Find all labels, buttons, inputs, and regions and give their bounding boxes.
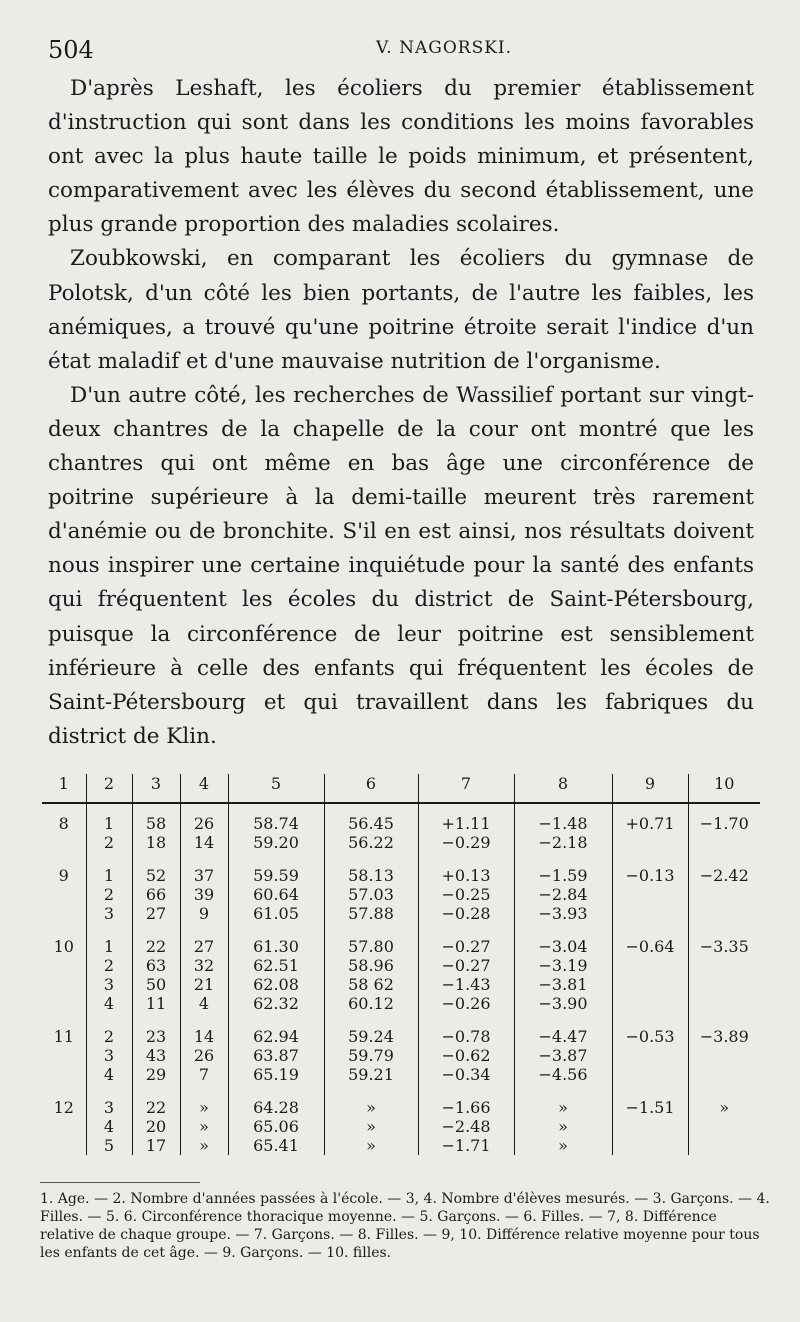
- table-value: 22: [145, 937, 167, 956]
- spacer-cell: [86, 1084, 132, 1098]
- girls-difference-cell: [514, 937, 612, 1013]
- table-value: −3.81: [538, 975, 588, 994]
- table-value: 60.64: [253, 885, 299, 904]
- table-value: 3: [103, 1098, 115, 1117]
- table-value: −4.56: [538, 1065, 588, 1084]
- table-value: 64.28: [253, 1098, 299, 1117]
- spacer-cell: [688, 852, 760, 866]
- table-body: [42, 803, 760, 1155]
- mean-girls-cell: −2.42: [688, 866, 760, 923]
- table-value: −0.27: [441, 937, 491, 956]
- table-row: [42, 937, 760, 1013]
- paragraph: Zoubkowski, en comparant les écoliers du gymnase de Polotsk, d'un côté les bien portants, de l'autre les faibles, les anémiques, a trouvé qu'une poitrine étroite serait l'indice d'un état maladif et d'une mauvaise nutrition de l'organisme.: [48, 246, 754, 374]
- girls-count-cell: [180, 1098, 228, 1155]
- table-row: [42, 803, 760, 852]
- girls-circumference-cell: [324, 866, 418, 923]
- girls-count-cell: [180, 866, 228, 923]
- table-value: »: [199, 1117, 209, 1136]
- table-value: 43: [145, 1046, 167, 1065]
- table-value: 37: [193, 866, 215, 885]
- mean-girls-cell: −1.70: [688, 803, 760, 852]
- table-value: 21: [193, 975, 215, 994]
- table-value: 2: [103, 1027, 115, 1046]
- spacer-cell: [132, 1084, 180, 1098]
- table-row: [42, 866, 760, 923]
- boys-circumference-cell: [228, 937, 324, 1013]
- boys-count-cell: [132, 803, 180, 852]
- table-value: 29: [145, 1065, 167, 1084]
- table-value: 9: [198, 904, 210, 923]
- table-value: 26: [193, 814, 215, 833]
- table-value: 11: [145, 994, 167, 1013]
- footnote-rule: [40, 1182, 200, 1183]
- boys-count-cell: [132, 1027, 180, 1084]
- years-cell: [86, 1098, 132, 1155]
- table-value: 62.51: [253, 956, 299, 975]
- table-spacer-row: [42, 1013, 760, 1027]
- statistics-table: [42, 774, 760, 1155]
- spacer-cell: [180, 1084, 228, 1098]
- spacer-cell: [42, 923, 86, 937]
- table-value: 39: [193, 885, 215, 904]
- table-value: 62.94: [253, 1027, 299, 1046]
- table-value: »: [558, 1136, 568, 1155]
- table-value: 17: [145, 1136, 167, 1155]
- table-value: 52: [145, 866, 167, 885]
- spacer-cell: [612, 852, 688, 866]
- table-row: [42, 1027, 760, 1084]
- table-value: −0.78: [441, 1027, 491, 1046]
- spacer-cell: [418, 1013, 514, 1027]
- table-value: 56.22: [348, 833, 394, 852]
- table-value: 27: [193, 937, 215, 956]
- table-value: 20: [145, 1117, 167, 1136]
- mean-girls-cell: »: [688, 1098, 760, 1155]
- table-value: −3.04: [538, 937, 588, 956]
- spacer-cell: [42, 852, 86, 866]
- spacer-cell: [688, 923, 760, 937]
- spacer-cell: [86, 1013, 132, 1027]
- table-value: −3.93: [538, 904, 588, 923]
- table-value: 14: [193, 1027, 215, 1046]
- paragraph: D'après Leshaft, les écoliers du premier établissement d'instruction qui sont dans les conditions les moins favorables ont avec la plus haute taille le poids minimum, et présentent, comparativement avec les élèves du second établissement, une plus grande proportion des maladies scolaires.: [48, 76, 754, 238]
- age-cell: 10: [53, 937, 74, 956]
- spacer-cell: [180, 852, 228, 866]
- table-value: 3: [103, 1046, 115, 1065]
- boys-difference-cell: [418, 1098, 514, 1155]
- table-value: −2.84: [538, 885, 588, 904]
- table-value: 4: [103, 1117, 115, 1136]
- girls-circumference-cell: [324, 1098, 418, 1155]
- table-value: 57.03: [348, 885, 394, 904]
- table-value: −1.43: [441, 975, 491, 994]
- mean-girls-cell: −3.89: [688, 1027, 760, 1084]
- table-value: 57.80: [348, 937, 394, 956]
- column-header: 9: [612, 774, 688, 803]
- spacer-cell: [324, 1013, 418, 1027]
- table-value: −0.26: [441, 994, 491, 1013]
- table-value: 66: [145, 885, 167, 904]
- table-value: 3: [103, 975, 115, 994]
- boys-circumference-cell: [228, 803, 324, 852]
- spacer-cell: [418, 1084, 514, 1098]
- table-value: 1: [103, 866, 115, 885]
- table-value: 7: [198, 1065, 210, 1084]
- column-header: 1: [42, 774, 86, 803]
- table-value: 58 62: [348, 975, 394, 994]
- table-value: »: [199, 1136, 209, 1155]
- table-value: »: [199, 1098, 209, 1117]
- spacer-cell: [324, 1084, 418, 1098]
- paragraph: D'un autre côté, les recherches de Wassilief portant sur vingt-deux chantres de la chapelle de la cour ont montré que les chantres qui ont même en bas âge une circonférence de poitrine supérieure à la demi-taille meurent très rarement d'anémie ou de bronchite. S'il en est ainsi, nos résultats doivent nous inspirer une certaine inquiétude pour la santé des enfants qui fréquentent les écoles du district de Saint-Pétersbourg, puisque la circonférence de leur poitrine est sensiblement inférieure à celle des enfants qui fréquentent les écoles de Saint-Pétersbourg et qui travaillent dans les fabriques du district de Klin.: [48, 382, 754, 749]
- column-header: 7: [418, 774, 514, 803]
- table-value: −0.28: [441, 904, 491, 923]
- girls-difference-cell: [514, 803, 612, 852]
- table-value: 14: [193, 833, 215, 852]
- age-cell: 9: [58, 866, 69, 885]
- spacer-cell: [324, 923, 418, 937]
- years-cell: [86, 866, 132, 923]
- spacer-cell: [228, 1084, 324, 1098]
- table-value: »: [366, 1098, 376, 1117]
- table-value: 2: [103, 956, 115, 975]
- mean-boys-cell: +0.71: [612, 803, 688, 852]
- boys-count-cell: [132, 866, 180, 923]
- table-value: −1.48: [538, 814, 588, 833]
- footnote: [40, 1190, 770, 1262]
- spacer-cell: [688, 1013, 760, 1027]
- column-header: 8: [514, 774, 612, 803]
- table-value: »: [558, 1098, 568, 1117]
- boys-difference-cell: [418, 866, 514, 923]
- spacer-cell: [418, 852, 514, 866]
- table-value: 26: [193, 1046, 215, 1065]
- table-spacer-row: [42, 1084, 760, 1098]
- table-value: 58.13: [348, 866, 394, 885]
- table-value: 5: [103, 1136, 115, 1155]
- table-value: 61.30: [253, 937, 299, 956]
- spacer-cell: [688, 1084, 760, 1098]
- boys-circumference-cell: [228, 866, 324, 923]
- girls-difference-cell: [514, 1027, 612, 1084]
- table-value: 27: [145, 904, 167, 923]
- table-value: 2: [103, 885, 115, 904]
- table-value: 4: [103, 1065, 115, 1084]
- table-value: −0.25: [441, 885, 491, 904]
- girls-count-cell: [180, 1027, 228, 1084]
- page-header: [48, 36, 752, 70]
- table-value: −3.90: [538, 994, 588, 1013]
- table-value: 59.21: [348, 1065, 394, 1084]
- table-spacer-row: [42, 852, 760, 866]
- table-value: 59.24: [348, 1027, 394, 1046]
- table-value: −0.27: [441, 956, 491, 975]
- column-header: 4: [180, 774, 228, 803]
- table-value: −1.59: [538, 866, 588, 885]
- table-value: 60.12: [348, 994, 394, 1013]
- table-value: »: [366, 1136, 376, 1155]
- spacer-cell: [514, 852, 612, 866]
- table-value: −0.34: [441, 1065, 491, 1084]
- spacer-cell: [42, 1084, 86, 1098]
- spacer-cell: [132, 852, 180, 866]
- table-value: −4.47: [538, 1027, 588, 1046]
- table-value: 58.96: [348, 956, 394, 975]
- spacer-cell: [514, 1013, 612, 1027]
- spacer-cell: [514, 923, 612, 937]
- table-value: 63: [145, 956, 167, 975]
- column-header: 3: [132, 774, 180, 803]
- table-spacer-row: [42, 923, 760, 937]
- years-cell: [86, 1027, 132, 1084]
- spacer-cell: [228, 923, 324, 937]
- spacer-cell: [180, 923, 228, 937]
- table-value: 22: [145, 1098, 167, 1117]
- spacer-cell: [132, 1013, 180, 1027]
- table-value: »: [558, 1117, 568, 1136]
- table-value: 59.20: [253, 833, 299, 852]
- table-value: 50: [145, 975, 167, 994]
- table-value: 62.32: [253, 994, 299, 1013]
- boys-circumference-cell: [228, 1098, 324, 1155]
- table-value: +1.11: [441, 814, 491, 833]
- footnote-text: 1. Age. — 2. Nombre d'années passées à l'école. — 3, 4. Nombre d'élèves mesurés. — 3. Garçons. — 4. Filles. — 5. 6. Circonférence thoracique moyenne. — 5. Garçons. — 6. Filles. — 7, 8. Différence relative de chaque groupe. — 7. Garçons. — 8. Filles. — 9, 10. Différence relative moyenne pour tous les enfants de cet âge. — 9. Garçons. — 10. filles.: [40, 1191, 770, 1261]
- spacer-cell: [42, 1013, 86, 1027]
- table-value: −3.19: [538, 956, 588, 975]
- table-value: 4: [103, 994, 115, 1013]
- column-header: 5: [228, 774, 324, 803]
- table-value: 1: [103, 937, 115, 956]
- table-row: [42, 1098, 760, 1155]
- girls-count-cell: [180, 803, 228, 852]
- table-value: −2.18: [538, 833, 588, 852]
- girls-difference-cell: [514, 1098, 612, 1155]
- age-cell: 8: [58, 814, 69, 833]
- spacer-cell: [514, 1084, 612, 1098]
- spacer-cell: [180, 1013, 228, 1027]
- table-value: −2.48: [441, 1117, 491, 1136]
- age-cell: 12: [53, 1098, 74, 1117]
- table-value: −1.66: [441, 1098, 491, 1117]
- table-value: +0.13: [441, 866, 491, 885]
- table-value: 62.08: [253, 975, 299, 994]
- spacer-cell: [228, 1013, 324, 1027]
- girls-circumference-cell: [324, 803, 418, 852]
- spacer-cell: [86, 852, 132, 866]
- running-head: V. NAGORSKI.: [376, 38, 513, 58]
- table-value: −0.62: [441, 1046, 491, 1065]
- spacer-cell: [228, 852, 324, 866]
- boys-difference-cell: [418, 1027, 514, 1084]
- mean-boys-cell: −1.51: [612, 1098, 688, 1155]
- boys-circumference-cell: [228, 1027, 324, 1084]
- boys-difference-cell: [418, 803, 514, 852]
- table-value: 65.19: [253, 1065, 299, 1084]
- boys-count-cell: [132, 937, 180, 1013]
- mean-boys-cell: −0.64: [612, 937, 688, 1013]
- years-cell: [86, 803, 132, 852]
- girls-difference-cell: [514, 866, 612, 923]
- table-value: 32: [193, 956, 215, 975]
- spacer-cell: [612, 1084, 688, 1098]
- table-value: 56.45: [348, 814, 394, 833]
- table-value: 57.88: [348, 904, 394, 923]
- spacer-cell: [418, 923, 514, 937]
- table-value: 59.79: [348, 1046, 394, 1065]
- column-header: 10: [688, 774, 760, 803]
- mean-girls-cell: −3.35: [688, 937, 760, 1013]
- table-value: 1: [103, 814, 115, 833]
- mean-boys-cell: −0.53: [612, 1027, 688, 1084]
- spacer-cell: [132, 923, 180, 937]
- table-value: 4: [198, 994, 210, 1013]
- boys-count-cell: [132, 1098, 180, 1155]
- table-value: 18: [145, 833, 167, 852]
- table-value: −0.29: [441, 833, 491, 852]
- girls-circumference-cell: [324, 1027, 418, 1084]
- page-number: 504: [48, 36, 94, 64]
- spacer-cell: [324, 852, 418, 866]
- table-value: 65.41: [253, 1136, 299, 1155]
- spacer-cell: [86, 923, 132, 937]
- table-value: 3: [103, 904, 115, 923]
- table-value: −3.87: [538, 1046, 588, 1065]
- table-value: »: [366, 1117, 376, 1136]
- table-value: −1.71: [441, 1136, 491, 1155]
- table-value: 58.74: [253, 814, 299, 833]
- body-text: [48, 72, 754, 754]
- spacer-cell: [612, 923, 688, 937]
- table-value: 61.05: [253, 904, 299, 923]
- table-value: 65.06: [253, 1117, 299, 1136]
- table-value: 58: [145, 814, 167, 833]
- girls-count-cell: [180, 937, 228, 1013]
- table-value: 63.87: [253, 1046, 299, 1065]
- table-value: 59.59: [253, 866, 299, 885]
- table-value: 2: [103, 833, 115, 852]
- boys-difference-cell: [418, 937, 514, 1013]
- years-cell: [86, 937, 132, 1013]
- column-header: 2: [86, 774, 132, 803]
- column-header: 6: [324, 774, 418, 803]
- age-cell: 11: [53, 1027, 74, 1046]
- table-header-row: [42, 774, 760, 803]
- table-value: 23: [145, 1027, 167, 1046]
- spacer-cell: [612, 1013, 688, 1027]
- mean-boys-cell: −0.13: [612, 866, 688, 923]
- girls-circumference-cell: [324, 937, 418, 1013]
